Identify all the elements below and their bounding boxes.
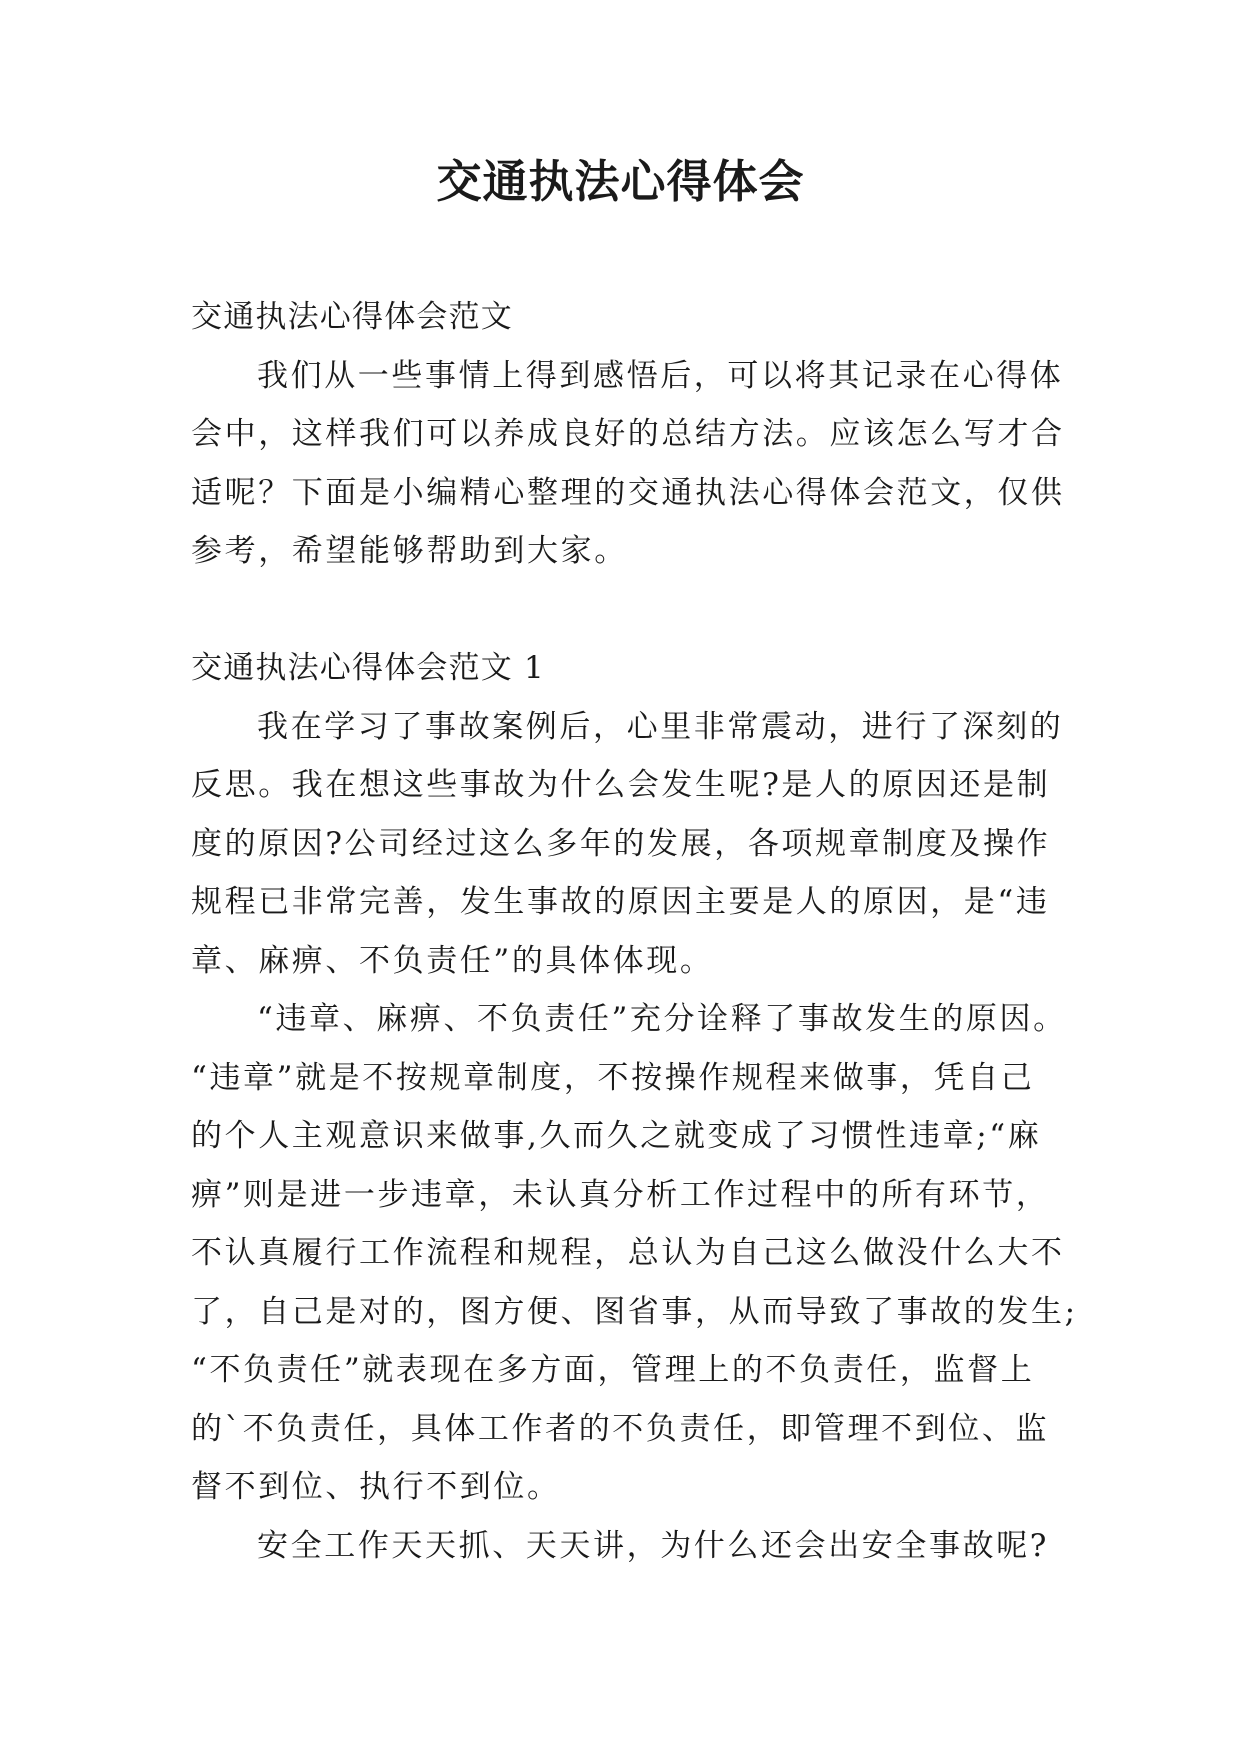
paragraph-line: 规程已非常完善，发生事故的原因主要是人的原因，是“违	[191, 884, 1050, 920]
document-subtitle: 交通执法心得体会范文	[191, 299, 513, 335]
paragraph-line: 章、麻痹、不负责任”的具体体现。	[191, 942, 714, 979]
body-paragraph	[191, 990, 1078, 1517]
paragraph-line: 度的原因?公司经过这么多年的发展，各项规章制度及操作	[191, 825, 1051, 862]
paragraph-line: “违章”就是不按规章制度，不按操作规程来做事，凭自己	[191, 1059, 1035, 1096]
paragraph-line: 痹”则是进一步违章，未认真分析工作过程中的所有环节，	[191, 1176, 1050, 1213]
body-paragraph	[191, 1517, 1061, 1576]
paragraph-line: 的个人主观意识来做事,久而久之就变成了习惯性违章;“麻	[191, 1118, 1042, 1154]
paragraph-line: 反思。我在想这些事故为什么会发生呢?是人的原因还是制	[191, 767, 1051, 803]
paragraph-spacer	[191, 581, 1061, 640]
paragraph-line: “违章、麻痹、不负责任”充分诠释了事故发生的原因。	[257, 1001, 1067, 1037]
intro-line: 适呢？下面是小编精心整理的交通执法心得体会范文，仅供	[191, 474, 1065, 511]
document-title: 交通执法心得体会	[436, 155, 805, 208]
section-heading: 交通执法心得体会范文 1	[191, 650, 545, 686]
paragraph-line: 不认真履行工作流程和规程，总认为自己这么做没什么大不	[191, 1235, 1065, 1271]
paragraph-line: 了，自己是对的，图方便、图省事，从而导致了事故的发生;	[191, 1293, 1078, 1330]
paragraph-line: 我在学习了事故案例后，心里非常震动，进行了深刻的	[257, 708, 1064, 745]
intro-paragraph	[191, 347, 1065, 581]
paragraph-line: 的`不负责任，具体工作者的不负责任，即管理不到位、监	[191, 1410, 1050, 1447]
body-paragraph	[191, 698, 1064, 991]
intro-line: 我们从一些事情上得到感悟后，可以将其记录在心得体	[257, 357, 1064, 394]
intro-line: 会中，这样我们可以养成良好的总结方法。应该怎么写才合	[191, 416, 1065, 452]
intro-line: 参考，希望能够帮助到大家。	[191, 533, 628, 569]
paragraph-line: “不负责任”就表现在多方面，管理上的不负责任，监督上	[191, 1352, 1035, 1388]
document-body	[191, 288, 1078, 1575]
paragraph-line: 安全工作天天抓、天天讲，为什么还会出安全事故呢?	[257, 1527, 1050, 1564]
paragraph-line: 督不到位、执行不到位。	[191, 1469, 561, 1505]
